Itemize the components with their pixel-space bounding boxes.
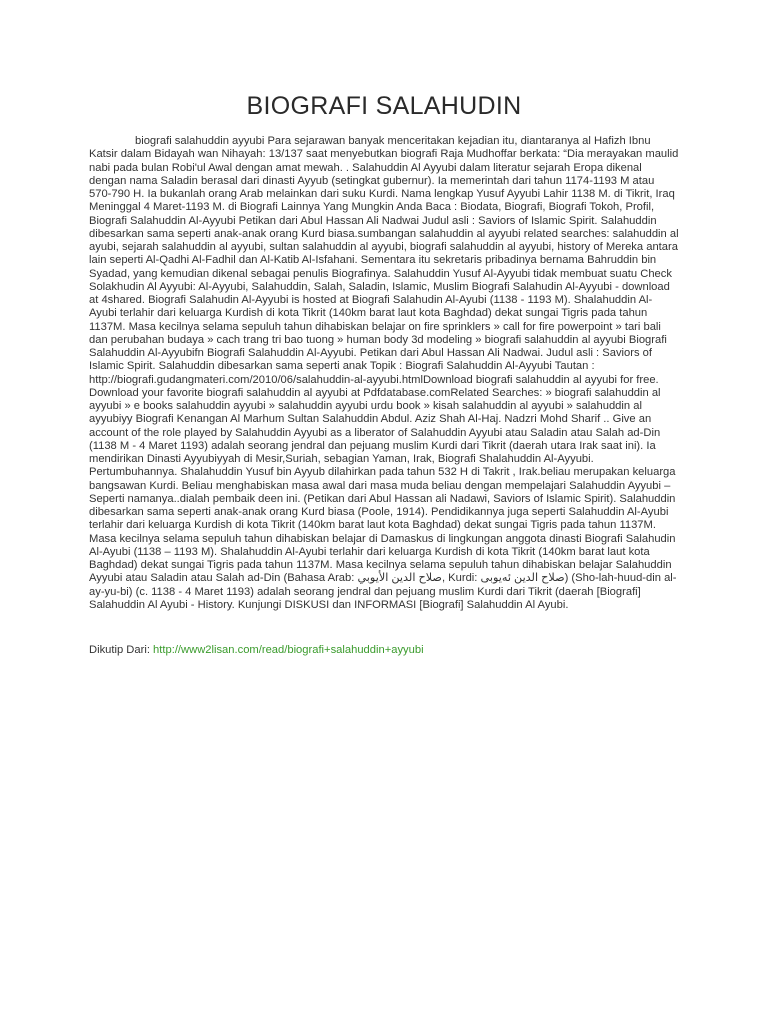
- document-title: BIOGRAFI SALAHUDIN: [246, 92, 522, 120]
- document-body-text: biografi salahuddin ayyubi Para sejarawan banyak menceritakan kejadian itu, diantaranya al Hafizh Ibnu Katsir dalam Bidayah wan Nihayah: 13/137 saat menyebutkan biografi Raja Mudhoffar berkata: “Dia merayakan maulid nabi pada bulan Robi'ul Awal dengan amat mewah. . Salahuddin Al Ayyubi dalam literatur sejarah Eropa dikenal dengan nama Saladin berasal dari dinasti Ayyub (setingkat gubernur). Ia memerintah dari tahun 1174-1193 M atau 570-790 H. Ia bukanlah orang Arab melainkan dari suku Kurdi. Nama lengkap Yusuf Ayyubi Lahir 1138 M. di Tikrit, Iraq Meninggal 4 Maret-1193 M. di Biografi Lainnya Yang Mungkin Anda Baca : Biodata, Biografi, Biografi Tokoh, Profil, Biografi Salahuddin Al-Ayyubi Petikan dari Abul Hassan Ali Nadwai Judul asli : Saviors of Islamic Spirit. Salahuddin dibesarkan sama seperti anak-anak orang Kurd biasa.sumbangan salahuddin al ayyubi related searches: salahuddin al ayubi, sejarah salahuddin al ayyubi, sultan salahuddin al ayyubi, biografi salahuddin al ayyubi, history of Mereka antara lain seperti Al-Qadhi Al-Fadhil dan Al-Katib Al-Isfahani. Sementara itu sekretaris pribadinya bernama Bahruddin bin Syadad, yang kemudian dikenal sebagai penulis Biografinya. Salahuddin Yusuf Al-Ayyubi tidak membuat suatu Check Solakhudin Al Ayyubi: Al-Ayyubi, Salahuddin, Salah, Saladin, Islamic, Muslim Biografi Salahudin Al-Ayyubi - download at 4shared. Biografi Salahudin Al-Ayyubi is hosted at Biografi Salahudin Al-Ayubi (1138 - 1193 M). Shalahuddin Al-Ayubi terlahir dari keluarga Kurdish di kota Tikrit (140km barat laut kota Baghdad) dekat sungai Tigris pada tahun 1137M. Masa kecilnya selama sepuluh tahun dihabiskan belajar on fire sprinklers » call for fire powerpoint » tari bali dan perubahan budaya » cach trang tri bao tuong » human body 3d modeling » biografi salahuddin al ayyubi Biografi Salahuddin Al-Ayyubifn Biografi Salahuddin Al-Ayyubi. Petikan dari Abul Hassan Ali Nadwai. Judul asli : Saviors of Islamic Spirit. Salahuddin dibesarkan sama seperti anak Topik : Biografi Salahuddin Al-Ayyubi Tautan : http://biografi.gudangmateri.com/2010/06/salahuddin-al-ayyubi.htmlDownload biografi salahuddin al ayyubi for free. Download your favorite biografi salahuddin al ayyubi at Pdfdatabase.comRelated Searches: » biografi salahuddin al ayyubi » e books salahuddin ayyubi » salahuddin ayyubi urdu book » kisah salahuddin al ayyubi » salahuddin al ayyubiyy Biografi Kenangan Al Marhum Sultan Salahuddin Abdul. Aziz Shah Al-Haj. Nadzri Mohd Sharif .. Give an account of the role played by Salahuddin Ayyubi as a liberator of Salahuddin Ayyubi atau Saladin atau Salah ad-Din (1138 M - 4 Maret 1193) adalah seorang jendral dan pejuang muslim Kurdi dari Tikrit (daerah utara Irak saat ini). Ia mendirikan Dinasti Ayyubiyyah di Mesir,Suriah, sebagian Yaman, Irak, Biografi Shalahuddin Al-Ayyubi. Pertumbuhannya. Shalahuddin Yusuf bin Ayyub dilahirkan pada tahun 532 H di Takrit , Irak.beliau merupakan keluarga bangsawan Kurdi. Beliau menghabiskan masa awal dari masa muda beliau dengan mempelajari Salahuddin Ayyubi – Seperti namanya..dialah pembaik deen ini. (Petikan dari Abul Hassan ali Nadawi, Saviors of Islamic Spirit). Salahuddin dibesarkan sama seperti anak-anak orang Kurd biasa (Poole, 1914). Pendidikannya juga seperti Salahuddin Al-Ayubi terlahir dari keluarga Kurdish di kota Tikrit (140km barat laut kota Baghdad) dekat sungai Tigris pada tahun 1137M. Masa kecilnya selama sepuluh tahun dihabiskan belajar di Damaskus di lingkungan anggota dinasti Biografi Salahudin Al-Ayubi (1138 – 1193 M). Shalahuddin Al-Ayubi terlahir dari keluarga Kurdish di kota Tikrit (140km barat laut kota Baghdad) dekat sungai Tigris pada tahun 1137M. Masa kecilnya selama sepuluh tahun dihabiskan belajar Salahuddin Ayyubi atau Saladin atau Salah ad-Din (Bahasa Arab: صلاح الدين الأيوبي, Kurdi: صلاح الدین ئەیوبی) (Sho-lah-huud-din al-ay-yu-bi) (c. 1138 - 4 Maret 1193) adalah seorang jendral dan pejuang muslim Kurdi dari Tikrit (daerah [Biografi] Salahuddin Al Ayubi - History. Kunjungi DISKUSI dan INFORMASI [Biografi] Salahuddin Al Ayubi.: [89, 135, 679, 611]
- source-citation: [89, 644, 689, 657]
- source-link[interactable]: http://www2lisan.com/read/biografi+salahuddin+ayyubi: [153, 644, 424, 656]
- source-label: Dikutip Dari:: [89, 644, 154, 656]
- document-body: [89, 135, 679, 612]
